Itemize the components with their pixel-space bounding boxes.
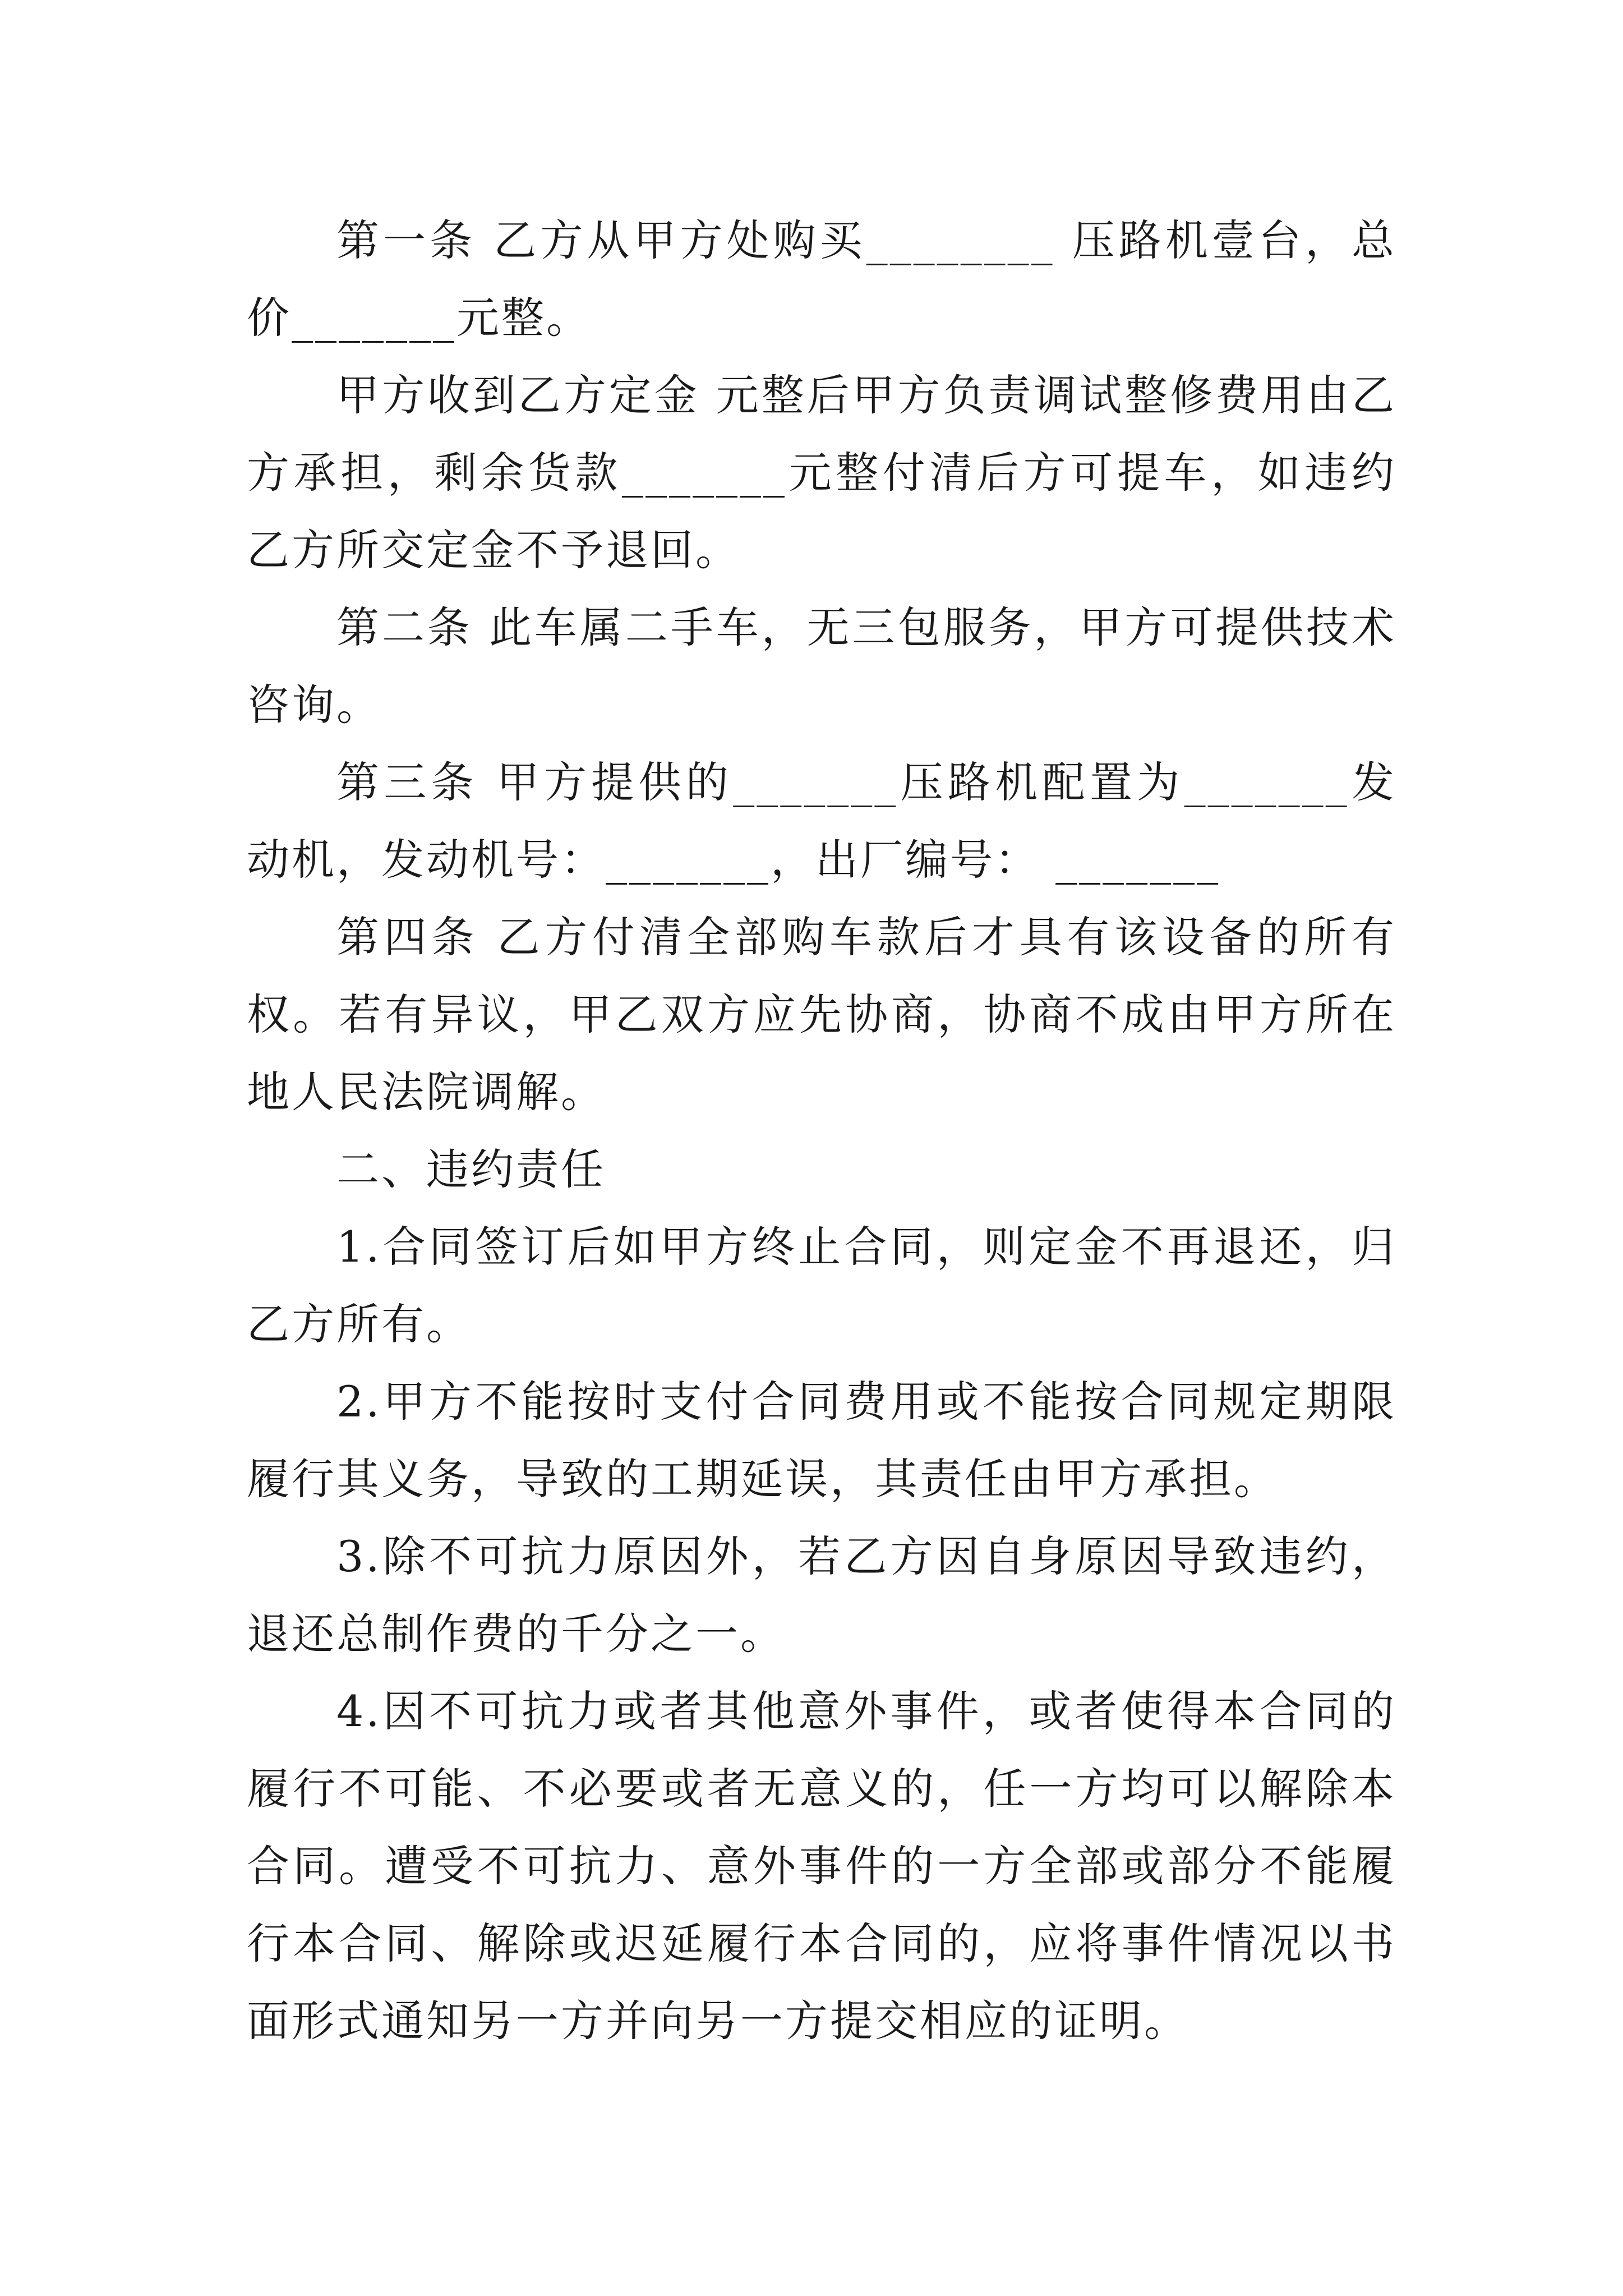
clause-2-used-vehicle: 第二条 此车属二手车，无三包服务，甲方可提供技术咨询。 xyxy=(247,602,1396,730)
liability-item-3: 3.除不可抗力原因外，若乙方因自身原因导致违约，退还总制作费的千分之一。 xyxy=(247,1531,1396,1659)
liability-item-1: 1.合同签订后如甲方终止合同，则定金不再退还，归乙方所有。 xyxy=(247,1222,1396,1349)
liability-item-2: 2.甲方不能按时支付合同费用或不能按合同规定期限履行其义务，导致的工期延误，其责任由甲方承担。 xyxy=(247,1377,1396,1504)
clause-4-ownership: 第四条 乙方付清全部购车款后才具有该设备的所有权。若有异议，甲乙双方应先协商，协商不成由甲方所在地人民法院调解。 xyxy=(247,912,1396,1117)
liability-item-4: 4.因不可抗力或者其他意外事件，或者使得本合同的履行不可能、不必要或者无意义的，任一方均可以解除本合同。遭受不可抗力、意外事件的一方全部或部分不能履行本合同、解除或迟延履行本合同的，应将事件情况以书面形式通知另一方并向另一方提交相应的证明。 xyxy=(247,1686,1396,2046)
clause-3-configuration: 第三条 甲方提供的_______压路机配置为_______发动机，发动机号：_______，出厂编号： _______ xyxy=(247,757,1396,885)
clause-1-deposit: 甲方收到乙方定金 元整后甲方负责调试整修费用由乙方承担，剩余货款_______元整付清后方可提车，如违约乙方所交定金不予退回。 xyxy=(247,370,1396,575)
document-body xyxy=(247,202,1396,2060)
section-heading-liability: 二、违约责任 xyxy=(336,1144,606,1194)
clause-1-purchase: 第一条 乙方从甲方处购买________ 压路机壹台，总价_______元整。 xyxy=(247,215,1396,343)
